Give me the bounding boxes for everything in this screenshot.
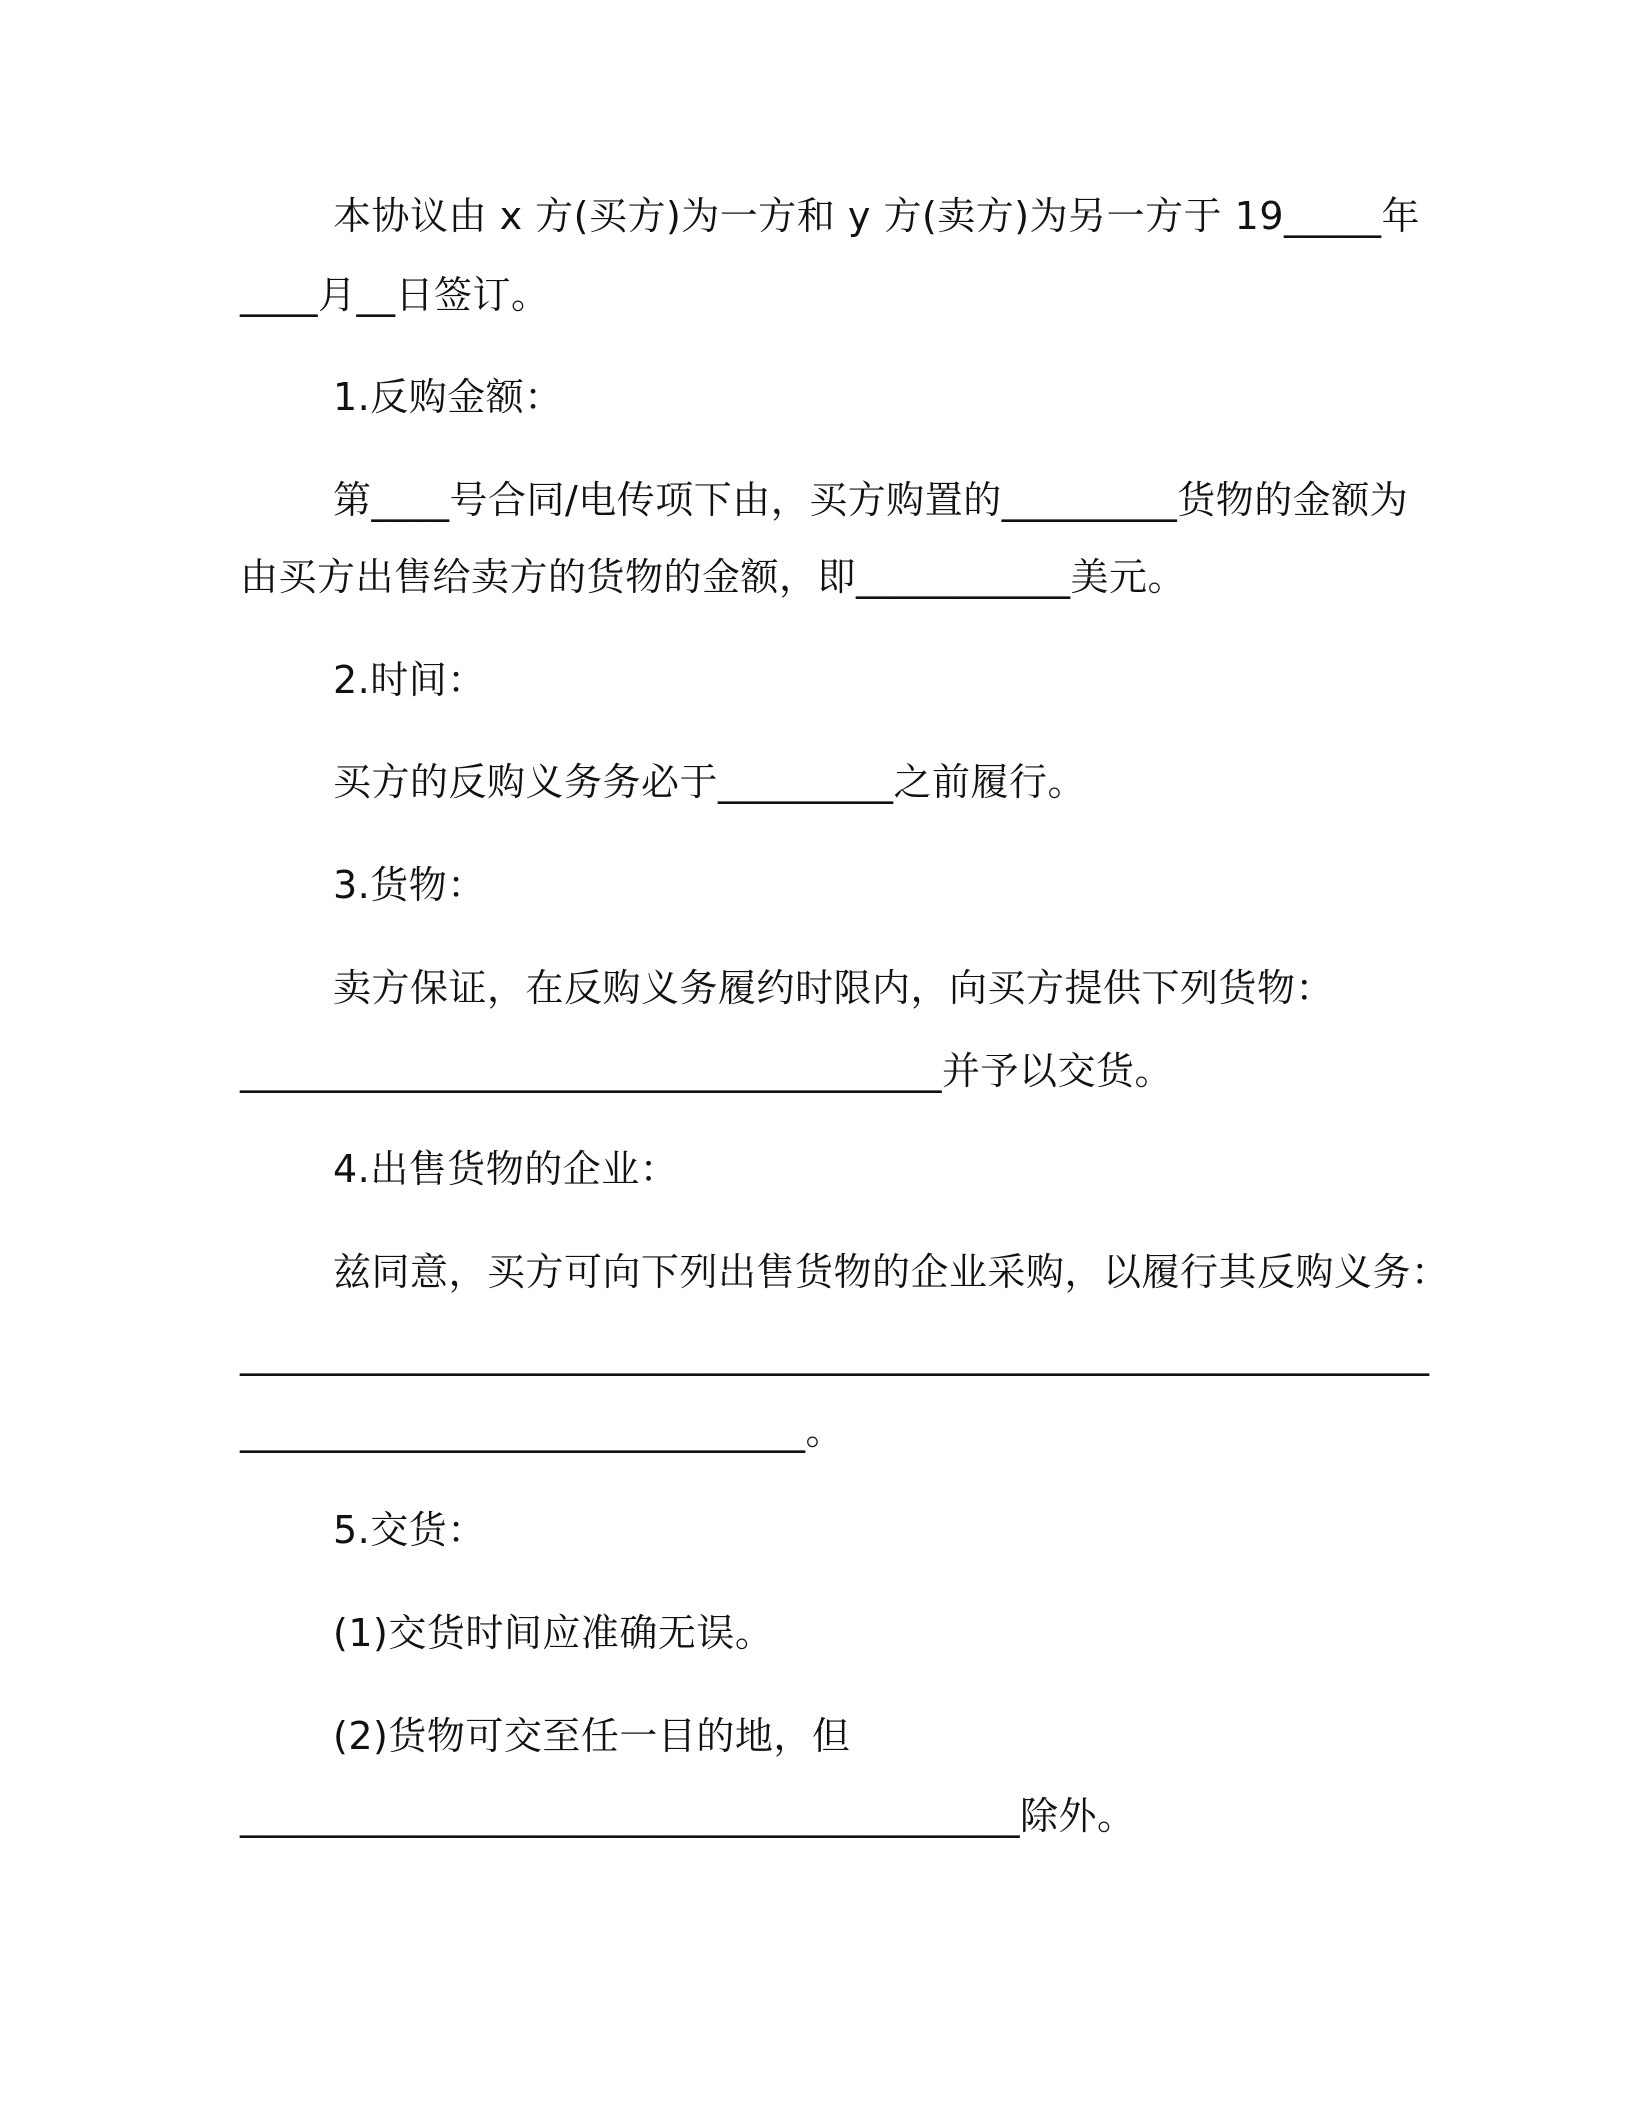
paragraph-4-line3: _____________________________。	[240, 1409, 845, 1453]
paragraph-4-line2: _____________________________________________________________	[240, 1332, 1430, 1376]
paragraph-5-item2-line2: ________________________________________除外。	[240, 1794, 1136, 1838]
heading-4: 4.出售货物的企业：	[333, 1147, 679, 1191]
paragraph-intro-line2: ____月__日签订。	[240, 273, 550, 317]
heading-1: 1.反购金额：	[333, 375, 563, 419]
paragraph-4-line1: 兹同意，买方可向下列出售货物的企业采购，以履行其反购义务：	[333, 1250, 1450, 1294]
paragraph-2: 买方的反购义务务必于_________之前履行。	[333, 760, 1087, 804]
paragraph-1-line2: 由买方出售给卖方的货物的金额，即___________美元。	[240, 555, 1187, 599]
paragraph-intro-line1: 本协议由 x 方(买方)为一方和 y 方(卖方)为另一方于 19_____年	[333, 194, 1421, 238]
heading-3: 3.货物：	[333, 863, 486, 907]
heading-5: 5.交货：	[333, 1508, 486, 1552]
paragraph-3-line1: 卖方保证，在反购义务履约时限内，向买方提供下列货物：	[333, 966, 1335, 1010]
paragraph-3-line2: ____________________________________并予以交货。	[240, 1049, 1174, 1093]
paragraph-1-line1: 第____号合同/电传项下由，买方购置的_________货物的金额为	[333, 478, 1409, 522]
paragraph-5-item2-line1: (2)货物可交至任一目的地，但	[333, 1714, 851, 1758]
paragraph-5-item1: (1)交货时间应准确无误。	[333, 1611, 774, 1655]
heading-2: 2.时间：	[333, 658, 486, 702]
